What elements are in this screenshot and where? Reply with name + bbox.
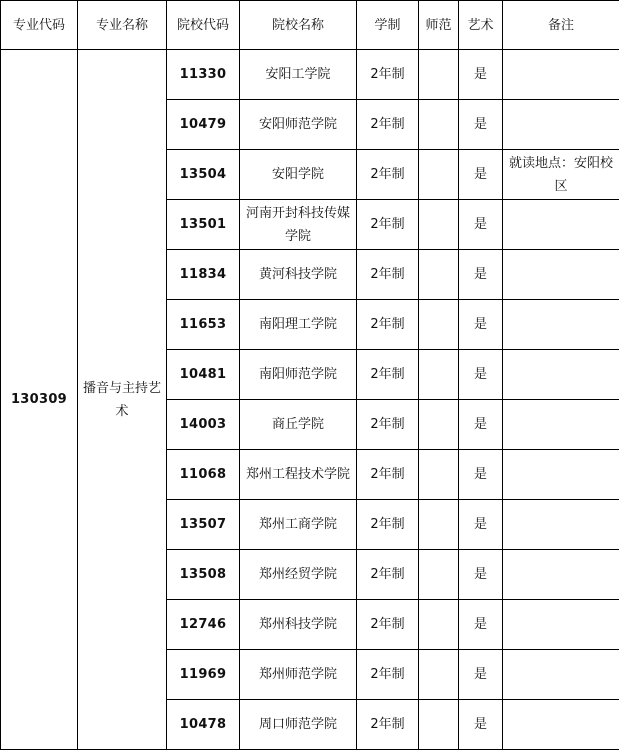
header-duration: 学制 — [357, 1, 419, 50]
note-cell — [503, 700, 619, 750]
note-cell — [503, 350, 619, 400]
duration-cell: 2年制 — [357, 550, 419, 600]
normal-cell — [419, 450, 459, 500]
art-cell: 是 — [459, 500, 503, 550]
table-row — [1, 50, 619, 100]
note-cell — [503, 300, 619, 350]
note-cell — [503, 450, 619, 500]
school-code-cell: 11068 — [167, 450, 240, 500]
note-cell — [503, 50, 619, 100]
note-cell — [503, 250, 619, 300]
school-name-cell: 周口师范学院 — [240, 700, 357, 750]
duration-cell: 2年制 — [357, 300, 419, 350]
duration-cell: 2年制 — [357, 600, 419, 650]
header-school-name: 院校名称 — [240, 1, 357, 50]
normal-cell — [419, 650, 459, 700]
school-code-cell: 10481 — [167, 350, 240, 400]
normal-cell — [419, 350, 459, 400]
school-name-cell: 安阳学院 — [240, 150, 357, 200]
note-cell — [503, 550, 619, 600]
art-cell: 是 — [459, 400, 503, 450]
school-code-cell: 11653 — [167, 300, 240, 350]
duration-cell: 2年制 — [357, 650, 419, 700]
school-code-cell: 13508 — [167, 550, 240, 600]
school-name-cell: 郑州工商学院 — [240, 500, 357, 550]
normal-cell — [419, 600, 459, 650]
school-code-cell: 12746 — [167, 600, 240, 650]
note-cell — [503, 600, 619, 650]
normal-cell — [419, 150, 459, 200]
major-name-cell: 播音与主持艺术 — [78, 50, 167, 750]
normal-cell — [419, 50, 459, 100]
note-cell: 就读地点：安阳校区 — [503, 150, 619, 200]
normal-cell — [419, 550, 459, 600]
school-name-cell: 商丘学院 — [240, 400, 357, 450]
school-code-cell: 13501 — [167, 200, 240, 250]
school-code-cell: 14003 — [167, 400, 240, 450]
art-cell: 是 — [459, 700, 503, 750]
school-name-cell: 郑州科技学院 — [240, 600, 357, 650]
duration-cell: 2年制 — [357, 50, 419, 100]
duration-cell: 2年制 — [357, 500, 419, 550]
normal-cell — [419, 500, 459, 550]
art-cell: 是 — [459, 50, 503, 100]
duration-cell: 2年制 — [357, 250, 419, 300]
school-code-cell: 13504 — [167, 150, 240, 200]
duration-cell: 2年制 — [357, 200, 419, 250]
art-cell: 是 — [459, 300, 503, 350]
duration-cell: 2年制 — [357, 350, 419, 400]
normal-cell — [419, 300, 459, 350]
header-major-code: 专业代码 — [1, 1, 78, 50]
normal-cell — [419, 100, 459, 150]
table-body — [1, 50, 619, 750]
note-cell — [503, 500, 619, 550]
art-cell: 是 — [459, 350, 503, 400]
art-cell: 是 — [459, 650, 503, 700]
school-name-cell: 黄河科技学院 — [240, 250, 357, 300]
art-cell: 是 — [459, 450, 503, 500]
school-code-cell: 11834 — [167, 250, 240, 300]
school-name-cell: 郑州师范学院 — [240, 650, 357, 700]
school-name-cell: 河南开封科技传媒学院 — [240, 200, 357, 250]
school-name-cell: 南阳理工学院 — [240, 300, 357, 350]
art-cell: 是 — [459, 550, 503, 600]
art-cell: 是 — [459, 100, 503, 150]
header-school-code: 院校代码 — [167, 1, 240, 50]
header-note: 备注 — [503, 1, 619, 50]
note-cell — [503, 200, 619, 250]
major-code-cell: 130309 — [1, 50, 78, 750]
header-row — [1, 1, 619, 50]
duration-cell: 2年制 — [357, 150, 419, 200]
school-name-cell: 郑州经贸学院 — [240, 550, 357, 600]
school-name-cell: 南阳师范学院 — [240, 350, 357, 400]
school-code-cell: 10478 — [167, 700, 240, 750]
duration-cell: 2年制 — [357, 400, 419, 450]
duration-cell: 2年制 — [357, 450, 419, 500]
art-cell: 是 — [459, 150, 503, 200]
normal-cell — [419, 250, 459, 300]
note-cell — [503, 400, 619, 450]
school-name-cell: 郑州工程技术学院 — [240, 450, 357, 500]
art-cell: 是 — [459, 200, 503, 250]
header-normal: 师范 — [419, 1, 459, 50]
art-cell: 是 — [459, 250, 503, 300]
normal-cell — [419, 700, 459, 750]
header-major-name: 专业名称 — [78, 1, 167, 50]
school-name-cell: 安阳师范学院 — [240, 100, 357, 150]
duration-cell: 2年制 — [357, 700, 419, 750]
normal-cell — [419, 400, 459, 450]
school-code-cell: 11969 — [167, 650, 240, 700]
school-code-cell: 10479 — [167, 100, 240, 150]
duration-cell: 2年制 — [357, 100, 419, 150]
normal-cell — [419, 200, 459, 250]
school-name-cell: 安阳工学院 — [240, 50, 357, 100]
header-art: 艺术 — [459, 1, 503, 50]
note-cell — [503, 100, 619, 150]
note-cell — [503, 650, 619, 700]
school-code-cell: 13507 — [167, 500, 240, 550]
art-cell: 是 — [459, 600, 503, 650]
school-code-cell: 11330 — [167, 50, 240, 100]
